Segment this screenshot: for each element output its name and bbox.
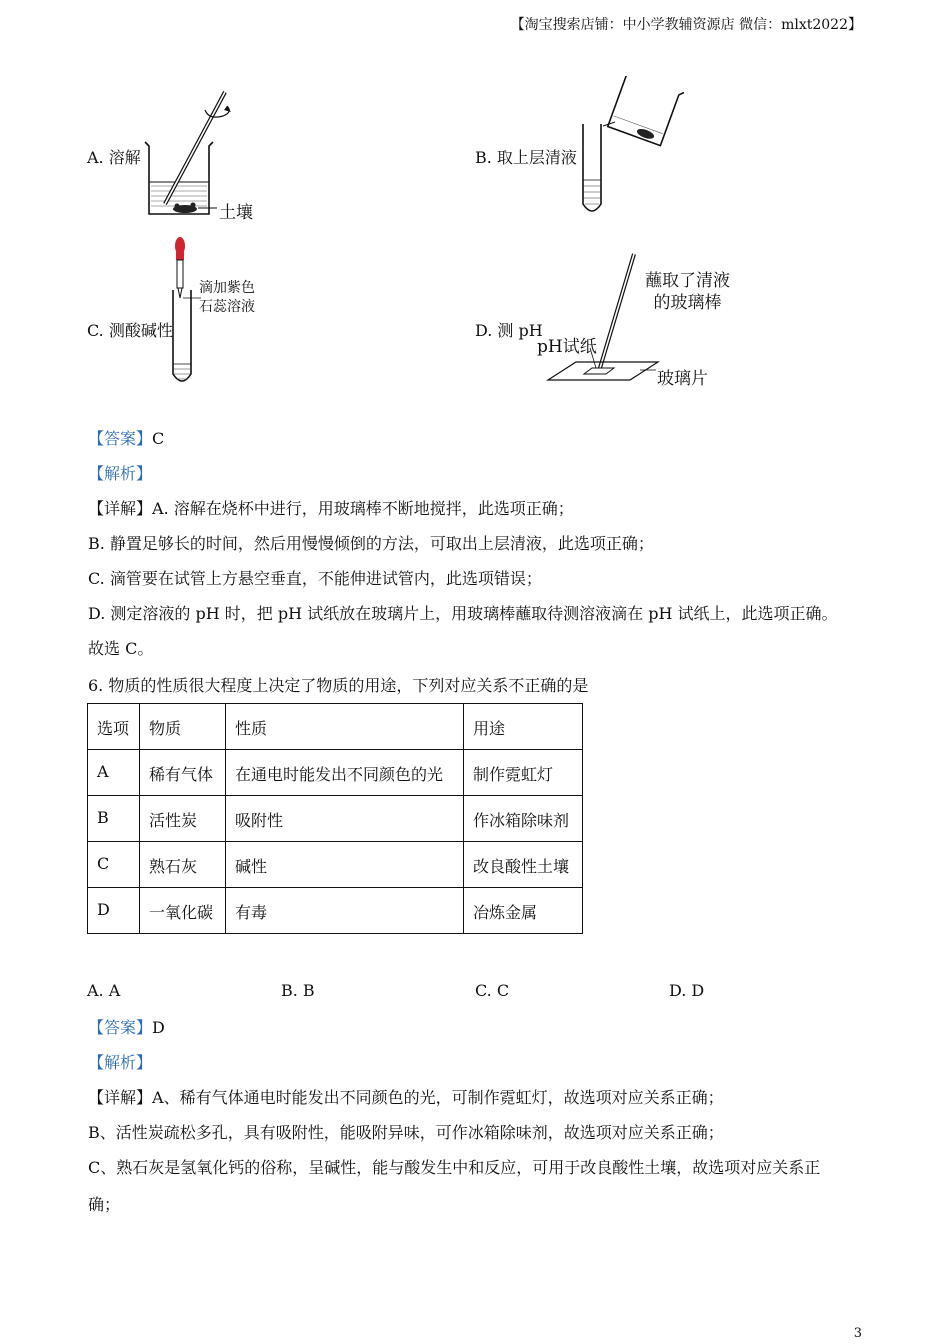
rod-annotation (645, 270, 730, 314)
table-row (88, 888, 583, 934)
litmus-annotation (199, 279, 255, 317)
table-cell: 作冰箱除味剂 (464, 796, 583, 842)
table-header-cell: 性质 (226, 704, 464, 750)
glass-slide-annotation: 玻璃片 (657, 369, 708, 389)
detail-text: A. 溶解在烧杯中进行，用玻璃棒不断地搅拌，此选项正确； (152, 499, 574, 518)
q6-choice-b: B. B (281, 981, 315, 1000)
option-b-label: B. 取上层清液 (475, 148, 577, 167)
q5-detail-line-3: C. 滴管要在试管上方悬空垂直，不能伸进试管内，此选项错误； (88, 569, 542, 588)
answer-value: D (152, 1018, 165, 1037)
detail-tag: 【详解】 (88, 1088, 153, 1107)
q5-detail-line-4: D. 测定溶液的 pH 时，把 pH 试纸放在玻璃片上，用玻璃棒蘸取待测溶液滴在 pH 试纸上，此选项正确。 (88, 604, 838, 623)
q5-detail-line-5: 故选 C。 (88, 639, 154, 658)
litmus-annotation-line-1: 滴加紫色 (199, 280, 255, 296)
pouring-diagram (575, 76, 685, 221)
q6-choice-d: D. D (669, 981, 705, 1000)
table-cell: 一氧化碳 (140, 888, 226, 934)
q6-detail-line-4: 确； (88, 1195, 121, 1214)
table-cell: 有毒 (226, 888, 464, 934)
q6-detail-line-2: B、活性炭疏松多孔，具有吸附性，能吸附异味，可作冰箱除味剂，故选项对应关系正确； (88, 1123, 724, 1142)
q5-detail-line-1 (88, 496, 574, 519)
table-cell: 吸附性 (226, 796, 464, 842)
table-cell: B (88, 796, 140, 842)
table-header-row (88, 704, 583, 750)
q6-detail-line-3: C、熟石灰是氢氧化钙的俗称，呈碱性，能与酸发生中和反应，可用于改良酸性土壤，故选项对应关系正 (88, 1158, 821, 1177)
q6-choice-c: C. C (475, 981, 510, 1000)
table-cell: 改良酸性土壤 (464, 842, 583, 888)
q6-analysis-tag: 【解析】 (88, 1053, 153, 1072)
ph-paper-annotation: pH试纸 (537, 337, 597, 357)
table-header-cell: 选项 (88, 704, 140, 750)
answer-tag: 【答案】 (88, 429, 153, 448)
table-cell: D (88, 888, 140, 934)
table-cell: C (88, 842, 140, 888)
rod-annotation-line-1: 蘸取了清液 (645, 271, 730, 291)
table-cell: 在通电时能发出不同颜色的光 (226, 750, 464, 796)
table-header-cell: 用途 (464, 704, 583, 750)
table-cell: 碱性 (226, 842, 464, 888)
litmus-annotation-line-2: 石蕊溶液 (199, 299, 255, 315)
option-a-label: A. 溶解 (87, 148, 141, 167)
answer-value: C (152, 429, 165, 448)
table-cell: 熟石灰 (140, 842, 226, 888)
table-header-cell: 物质 (140, 704, 226, 750)
table-row (88, 750, 583, 796)
q6-choice-a: A. A (87, 981, 121, 1000)
q6-answer (88, 1015, 165, 1038)
q6-detail-line-1 (88, 1085, 724, 1108)
detail-text: A、稀有气体通电时能发出不同颜色的光，可制作霓虹灯，故选项对应关系正确； (152, 1088, 724, 1107)
table-cell: 制作霓虹灯 (464, 750, 583, 796)
table-cell: 冶炼金属 (464, 888, 583, 934)
soil-annotation: 土壤 (219, 203, 253, 223)
q5-detail-line-2: B. 静置足够长的时间，然后用慢慢倾倒的方法，可取出上层清液，此选项正确； (88, 534, 654, 553)
table-row (88, 842, 583, 888)
option-c-label: C. 测酸碱性 (87, 321, 173, 340)
answer-tag: 【答案】 (88, 1018, 153, 1037)
table-cell: A (88, 750, 140, 796)
q6-table (87, 703, 583, 934)
page-header: 【淘宝搜索店铺：中小学教辅资源店 微信：mlxt2022】 (510, 17, 862, 33)
option-d-label: D. 测 pH (475, 321, 543, 340)
page-number: 3 (853, 1326, 862, 1341)
detail-tag: 【详解】 (88, 499, 153, 518)
table-cell: 活性炭 (140, 796, 226, 842)
table-cell: 稀有气体 (140, 750, 226, 796)
table-row (88, 796, 583, 842)
rod-annotation-line-2: 的玻璃棒 (653, 293, 722, 313)
q6-stem: 6. 物质的性质很大程度上决定了物质的用途，下列对应关系不正确的是 (88, 676, 589, 695)
q5-analysis-tag: 【解析】 (88, 464, 153, 483)
q5-answer (88, 426, 164, 449)
